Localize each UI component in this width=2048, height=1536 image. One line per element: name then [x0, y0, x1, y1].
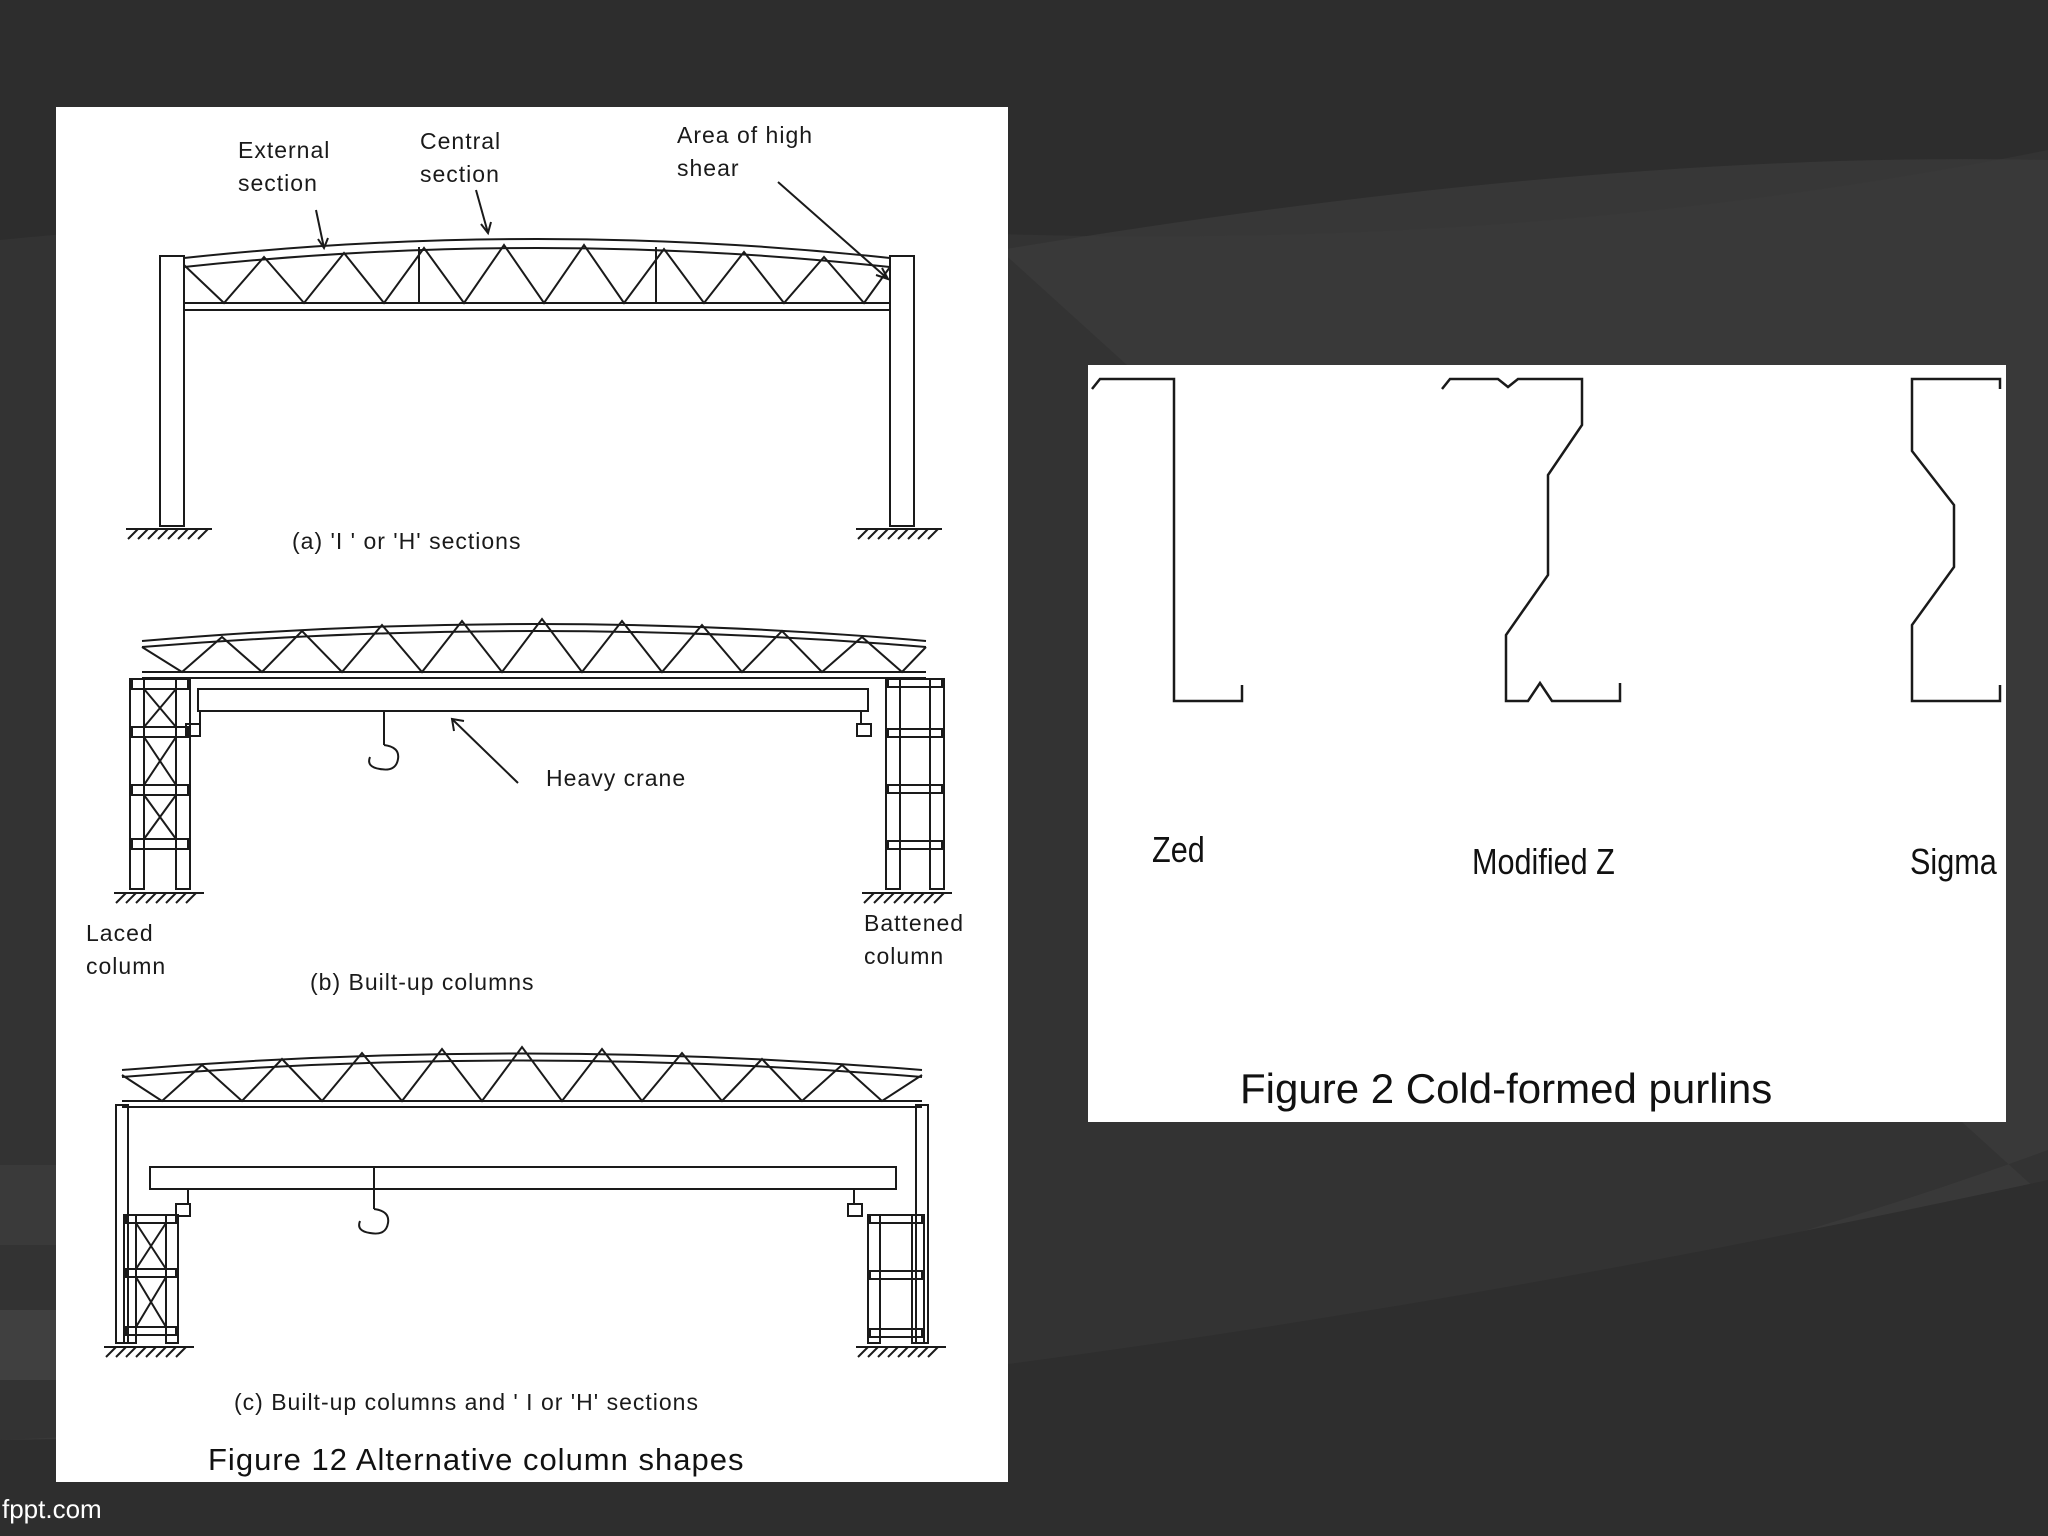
footer-brand: fppt.com: [2, 1494, 102, 1524]
figure-2-title: Figure 2 Cold-formed purlins: [1240, 1065, 1773, 1112]
figure-12-title: Figure 12 Alternative column shapes: [208, 1442, 745, 1477]
caption-a: (a) 'I ' or 'H' sections: [292, 528, 522, 554]
external-section-label: External section: [238, 137, 331, 196]
frame-c: [104, 1047, 946, 1357]
zed-profile: [1092, 379, 1242, 701]
battened-column-label: Battened column: [864, 910, 965, 969]
frame-a: [126, 182, 942, 539]
caption-b: (b) Built-up columns: [310, 969, 535, 995]
laced-column-label: Laced column: [86, 920, 167, 979]
heavy-crane-label: Heavy crane: [546, 765, 687, 791]
purlin-label-modified-z: Modified Z: [1472, 841, 1615, 882]
sigma-profile: [1912, 379, 2000, 701]
modified-z-profile: [1442, 379, 1620, 701]
purlin-label-zed: Zed: [1152, 829, 1205, 870]
frame-b: [114, 619, 952, 903]
figure-12-panel: [56, 107, 1008, 1482]
purlin-label-sigma: Sigma: [1910, 841, 1997, 882]
purlin-profiles-drawing: [1088, 365, 2006, 1122]
caption-c: (c) Built-up columns and ' I or 'H' sections: [234, 1389, 699, 1415]
column-shapes-drawing: [56, 107, 1008, 1482]
figure-2-panel: [1088, 365, 2006, 1122]
high-shear-label: Area of high shear: [677, 122, 814, 181]
central-section-label: Central section: [420, 128, 502, 187]
